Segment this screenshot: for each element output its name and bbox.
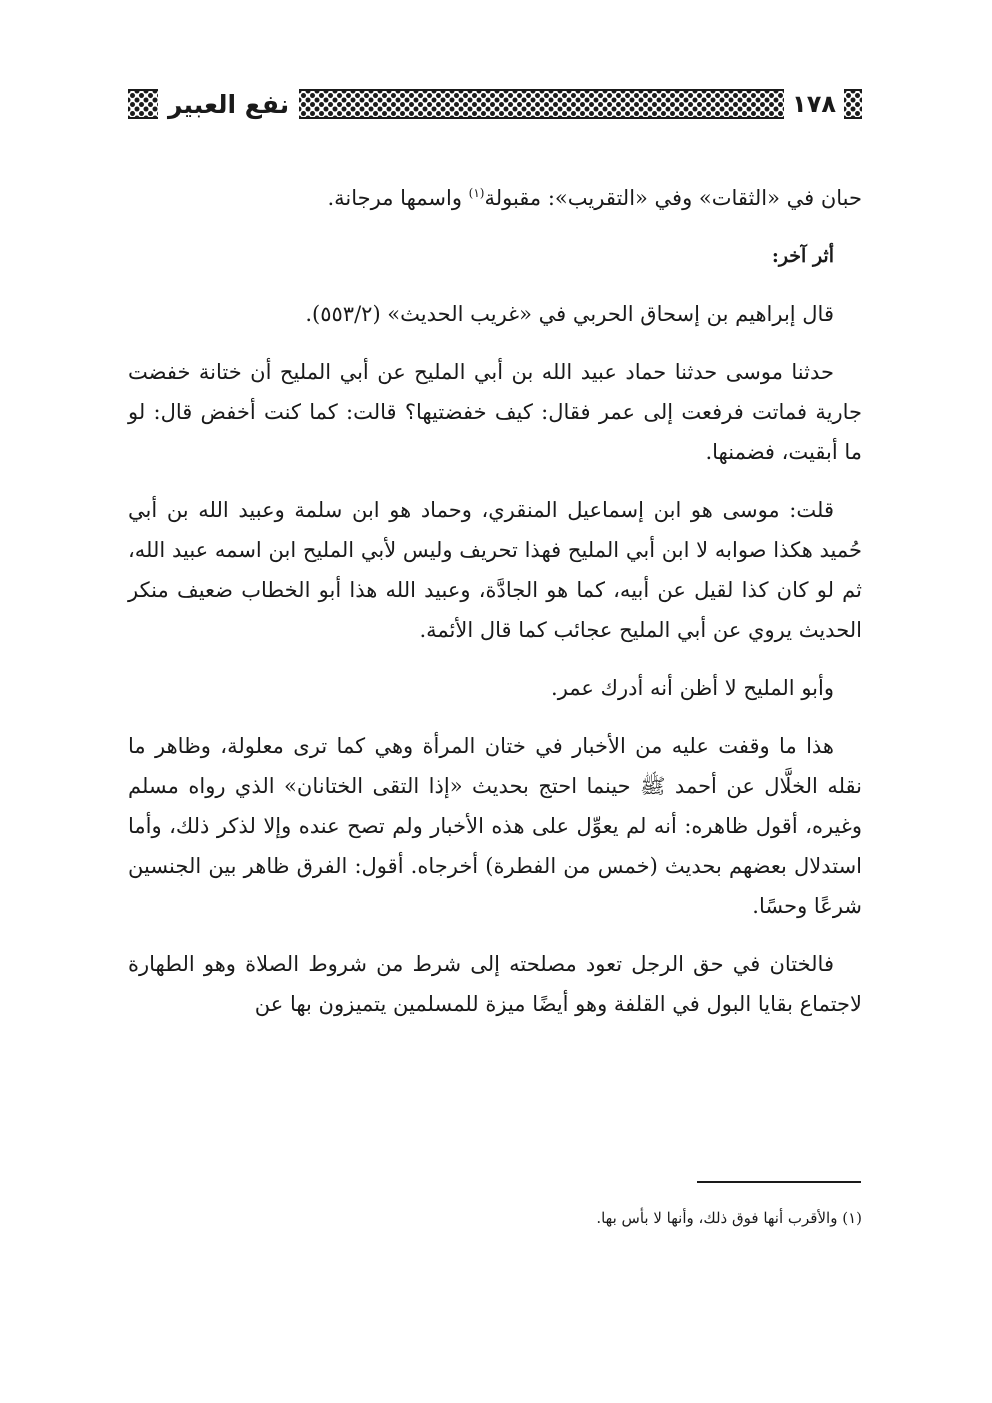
book-title: نفع العبير (168, 89, 290, 119)
paragraph: قال إبراهيم بن إسحاق الحربي في «غريب الحديث» (٥٥٣/٢). (305, 302, 834, 326)
paragraph: حدثنا موسى حدثنا حماد عبيد الله بن أبي المليح عن أبي المليح أن ختانة خفضت جارية فماتت فرفعت إلى عمر فقال: كيف خفضتيها؟ قالت: كما كنت أخفض قال: لو ما أبقيت، فضمنها. (128, 360, 862, 464)
paragraph: قلت: موسى هو ابن إسماعيل المنقري، وحماد هو ابن سلمة وعبيد الله بن أبي حُميد هكذا صوابه لا ابن أبي المليح فهذا تحريف وليس لأبي المليح ابن اسمه عبيد الله، ثم لو كان كذا لقيل عن أبيه، كما هو الجادَّة، وعبيد الله هذا أبو الخطاب ضعيف منكر الحديث يروي عن أبي المليح عجائب كما قال الأئمة. (128, 498, 862, 642)
page-number: ١٧٨ (792, 90, 836, 118)
paragraph-text: واسمها مرجانة. (327, 186, 469, 210)
paragraph-text: حبان في «الثقات» وفي «التقريب»: مقبولة (484, 186, 862, 210)
body-text (128, 178, 862, 1024)
page-header (128, 86, 862, 122)
footnote-separator (697, 1181, 861, 1183)
paragraph: وأبو المليح لا أظن أنه أدرك عمر. (551, 676, 834, 700)
paragraph: هذا ما وقفت عليه من الأخبار في ختان المرأة وهي كما ترى معلولة، وظاهر ما نقله الخلَّال عن أحمد ﷺ حينما احتج بحديث «إذا التقى الختانان» الذي رواه مسلم وغيره، أقول ظاهره: أنه لم يعوِّل على هذه الأخبار ولم تصح عنده وإلا لذكر ذلك، وأما استدلال بعضهم بحديث (خمس من الفطرة) أخرجاه. أقول: الفرق ظاهر بين الجنسين شرعًا وحسًا. (128, 734, 862, 918)
footnote: (١) والأقرب أنها فوق ذلك، وأنها لا بأس بها. (596, 1209, 862, 1227)
ornament-band-left (128, 89, 158, 119)
paragraph (128, 178, 862, 218)
ornament-band-middle (299, 89, 784, 119)
ornament-band-right (844, 89, 862, 119)
paragraph: فالختان في حق الرجل تعود مصلحته إلى شرط من شروط الصلاة وهو الطهارة لاجتماع بقايا البول في القلفة وهو أيضًا ميزة للمسلمين يتميزون بها عن (128, 952, 862, 1016)
footnote-marker: (١) (468, 186, 485, 200)
section-heading: أثر آخر: (771, 245, 834, 267)
